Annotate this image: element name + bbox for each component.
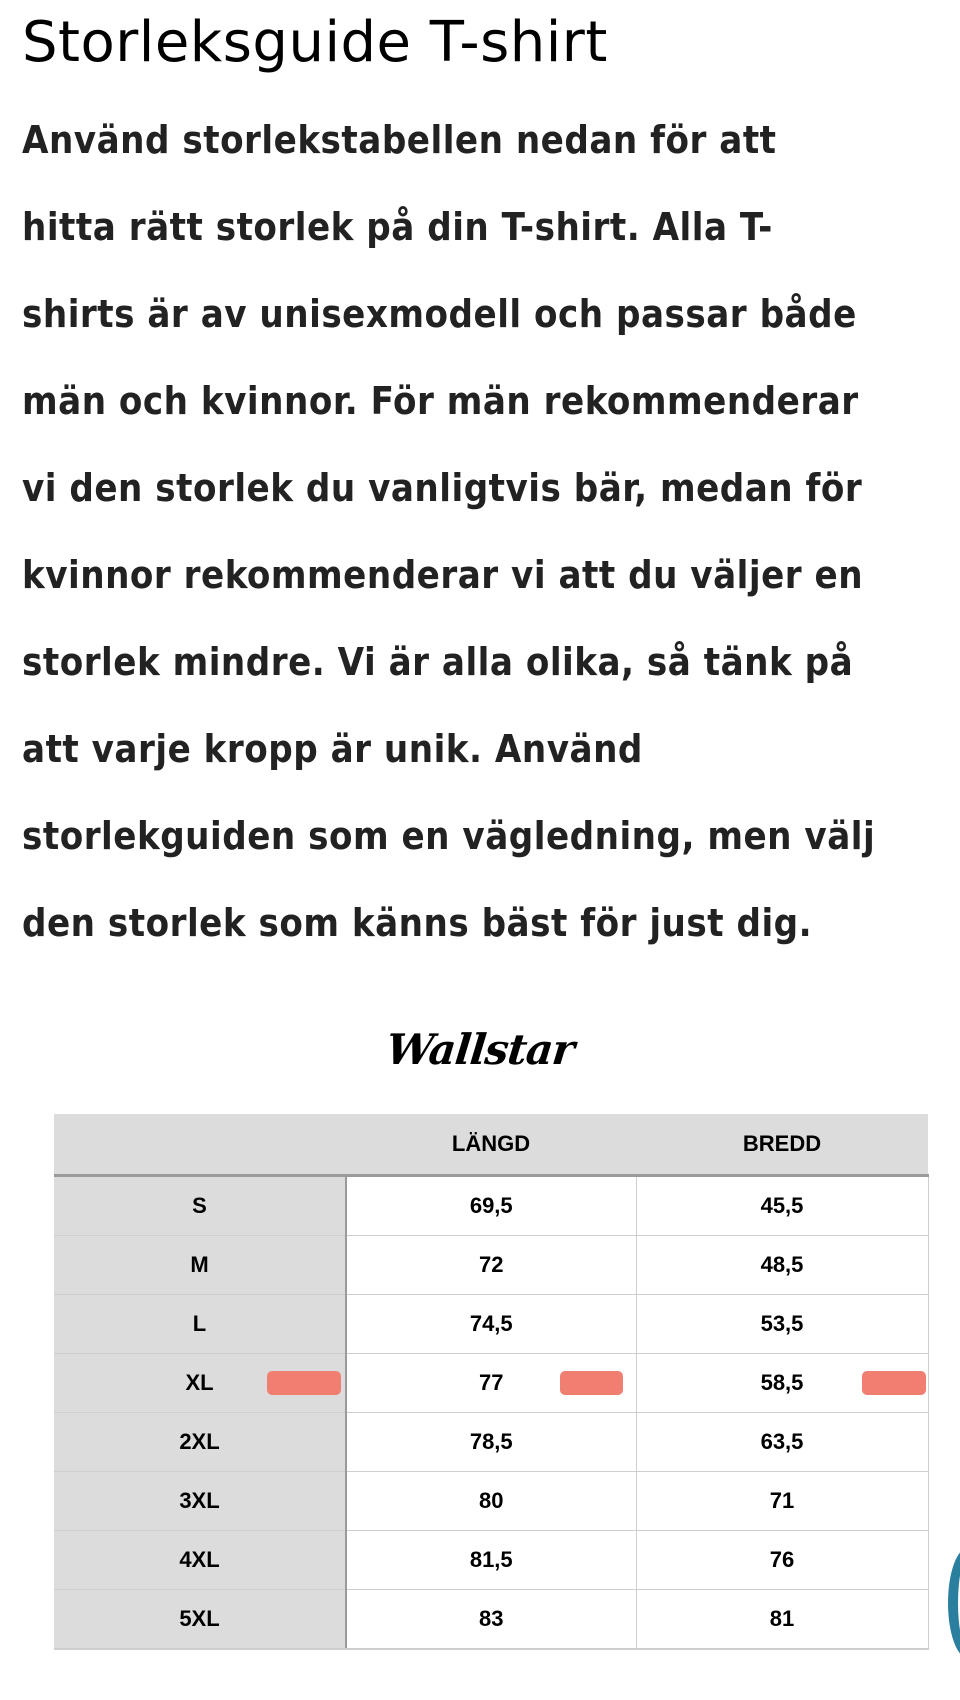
intro-text bbox=[22, 97, 960, 967]
size-label: 3XL bbox=[54, 1472, 346, 1531]
width-value-highlighted bbox=[636, 1354, 928, 1413]
width-value: 81 bbox=[636, 1590, 928, 1650]
size-label-highlighted bbox=[54, 1354, 346, 1413]
width-value: 63,5 bbox=[636, 1413, 928, 1472]
size-label: 4XL bbox=[54, 1531, 346, 1590]
size-label: L bbox=[54, 1295, 346, 1354]
intro-line: män och kvinnor. För män rekommenderar bbox=[22, 379, 859, 423]
intro-line: vi den storlek du vanligtvis bär, medan för bbox=[22, 466, 863, 510]
header-length: LÄNGD bbox=[346, 1114, 636, 1176]
intro-line: den storlek som känns bäst för just dig. bbox=[22, 901, 813, 945]
width-text: 58,5 bbox=[760, 1370, 804, 1395]
length-value-highlighted bbox=[346, 1354, 636, 1413]
table-row bbox=[54, 1472, 928, 1531]
scroll-indicator-icon[interactable] bbox=[948, 1548, 960, 1658]
highlight-mark bbox=[862, 1371, 926, 1395]
intro-line: shirts är av unisexmodell och passar både bbox=[22, 292, 857, 336]
highlight-mark bbox=[560, 1371, 623, 1395]
size-label: S bbox=[54, 1176, 346, 1236]
width-value: 71 bbox=[636, 1472, 928, 1531]
intro-line: storlek mindre. Vi är alla olika, så tänk på bbox=[22, 640, 854, 684]
highlight-mark bbox=[267, 1371, 341, 1395]
length-value: 74,5 bbox=[346, 1295, 636, 1354]
length-text: 77 bbox=[479, 1370, 504, 1395]
size-label: 2XL bbox=[54, 1413, 346, 1472]
table-row bbox=[54, 1176, 928, 1236]
table-row bbox=[54, 1590, 928, 1650]
brand-logo: Wallstar bbox=[383, 1025, 577, 1074]
table-row bbox=[54, 1413, 928, 1472]
size-table bbox=[54, 1114, 929, 1650]
width-value: 45,5 bbox=[636, 1176, 928, 1236]
width-value: 76 bbox=[636, 1531, 928, 1590]
intro-line: storlekguiden som en vägledning, men välj bbox=[22, 814, 876, 858]
table-row bbox=[54, 1531, 928, 1590]
length-value: 78,5 bbox=[346, 1413, 636, 1472]
length-value: 83 bbox=[346, 1590, 636, 1650]
size-label: M bbox=[54, 1236, 346, 1295]
table-row bbox=[54, 1236, 928, 1295]
intro-line: hitta rätt storlek på din T-shirt. Alla T- bbox=[22, 205, 773, 249]
table-row bbox=[54, 1295, 928, 1354]
width-value: 48,5 bbox=[636, 1236, 928, 1295]
header-width: BREDD bbox=[636, 1114, 928, 1176]
intro-line: att varje kropp är unik. Använd bbox=[22, 727, 643, 771]
intro-line: kvinnor rekommenderar vi att du väljer en bbox=[22, 553, 864, 597]
intro-line: Använd storlekstabellen nedan för att bbox=[22, 118, 777, 162]
length-value: 81,5 bbox=[346, 1531, 636, 1590]
length-value: 72 bbox=[346, 1236, 636, 1295]
table-row bbox=[54, 1354, 928, 1413]
size-label: 5XL bbox=[54, 1590, 346, 1650]
size-text: XL bbox=[185, 1370, 214, 1395]
length-value: 80 bbox=[346, 1472, 636, 1531]
header-size bbox=[54, 1114, 346, 1176]
table-header-row bbox=[54, 1114, 928, 1176]
page-title: Storleksguide T-shirt bbox=[22, 10, 608, 75]
width-value: 53,5 bbox=[636, 1295, 928, 1354]
length-value: 69,5 bbox=[346, 1176, 636, 1236]
